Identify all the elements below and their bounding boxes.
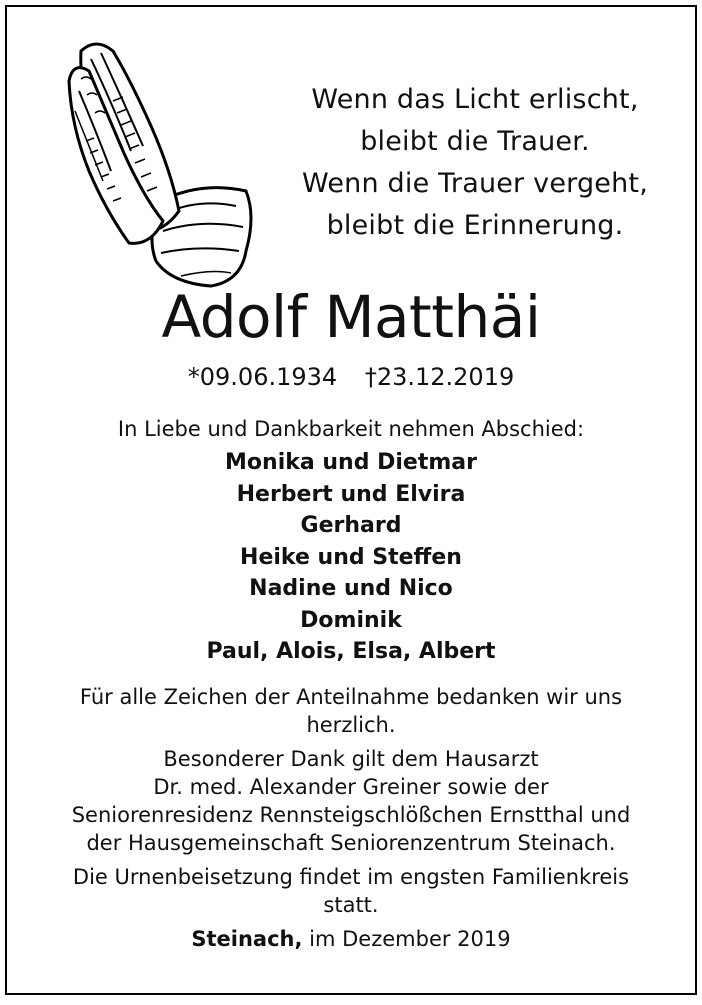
poem-line: Wenn die Trauer vergeht, [302,168,648,199]
closing-text [7,683,695,953]
mourner-item: Nadine und Nico [249,576,453,601]
signature-date: im Dezember 2019 [302,927,511,951]
burial-line: statt. [323,893,379,917]
death-date: †23.12.2019 [364,363,515,391]
poem-line: bleibt die Trauer. [360,126,590,157]
special-thanks-line: Seniorenresidenz Rennsteigschlößchen Ernstthal und [71,803,631,827]
signature-line [7,925,695,953]
mourner-item: Gerhard [300,513,402,538]
burial-line: Die Urnenbeisetzung findet im engsten Familienkreis [72,865,630,889]
mourner-item: Monika und Dietmar [225,450,477,475]
mourner-item: Paul, Alois, Elsa, Albert [206,639,496,664]
special-thanks-line: der Hausgemeinschaft Seniorenzentrum Steinach. [86,831,616,855]
thanks-line: herzlich. [306,713,396,737]
signature-place: Steinach, [191,927,303,951]
farewell-intro: In Liebe und Dankbarkeit nehmen Abschied: [117,417,585,441]
obituary-notice [5,5,697,995]
poem [295,79,655,247]
praying-hands-icon [51,31,261,301]
poem-line: bleibt die Erinnerung. [326,210,624,241]
thanks-line: Für alle Zeichen der Anteilnahme bedanken wir uns [79,685,623,709]
mourners-list [7,447,695,668]
mourner-item: Heike und Steffen [240,544,462,570]
poem-line: Wenn das Licht erlischt, [311,84,639,115]
mourner-item: Dominik [300,607,402,633]
special-thanks-line: Besonderer Dank gilt dem Hausarzt [163,747,539,771]
mourner-item: Herbert und Elvira [236,481,466,507]
special-thanks-line: Dr. med. Alexander Greiner sowie der [153,775,549,799]
deceased-name: Adolf Matthäi [161,283,541,351]
life-dates [7,363,695,391]
birth-date: *09.06.1934 [187,363,338,391]
